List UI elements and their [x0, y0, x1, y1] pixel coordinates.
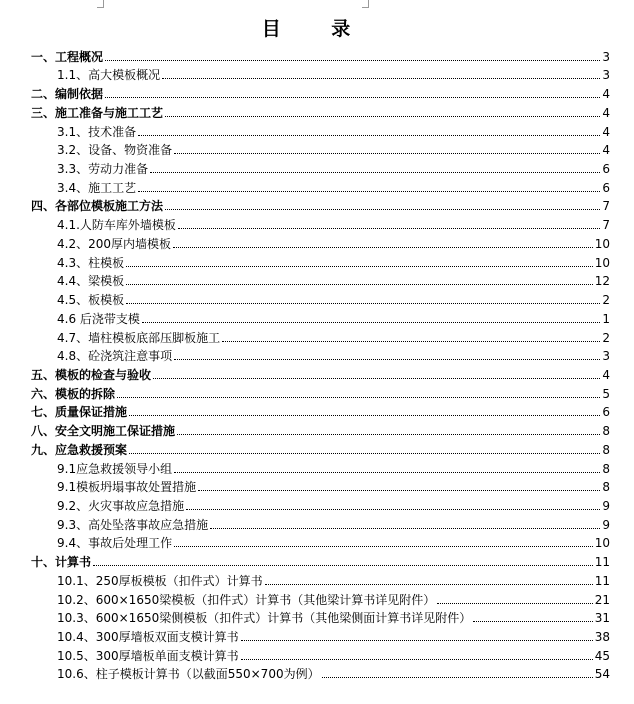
toc-entry-page: 5 — [602, 386, 610, 401]
toc-entry[interactable] — [31, 438, 610, 457]
toc-entry-page: 21 — [594, 592, 610, 607]
toc-entry-title: 10.3、600×1650梁侧模板（扣件式）计算书（其他梁侧面计算书详见附件） — [57, 611, 472, 626]
toc-entry-page: 7 — [602, 199, 610, 214]
toc-entry-title: 一、工程概况 — [31, 49, 104, 64]
dot-leader — [126, 266, 593, 267]
toc-entry-page: 4 — [602, 105, 610, 120]
toc-entry[interactable] — [31, 457, 610, 476]
toc-entry-title: 1.1、高大模板概况 — [57, 68, 161, 83]
dot-leader — [105, 60, 600, 61]
dot-leader — [177, 434, 600, 435]
toc-entry-title: 二、编制依据 — [31, 87, 104, 102]
toc-entry-title: 9.4、事故后处理工作 — [57, 536, 173, 551]
toc-entry-page: 10 — [594, 255, 610, 270]
toc-entry-page: 11 — [594, 555, 610, 570]
toc-entry[interactable] — [31, 588, 610, 607]
toc-entry-title: 六、模板的拆除 — [31, 386, 116, 401]
toc-entry-page: 9 — [602, 517, 610, 532]
dot-leader — [198, 490, 600, 491]
toc-entry-title: 3.4、施工工艺 — [57, 180, 137, 195]
toc-entry-title: 10.1、250厚板模板（扣件式）计算书 — [57, 573, 263, 588]
toc-entry[interactable] — [31, 45, 610, 64]
dot-leader — [153, 378, 600, 379]
toc-entry[interactable] — [31, 382, 610, 401]
toc-entry[interactable] — [31, 569, 610, 588]
toc-entry[interactable] — [31, 550, 610, 569]
toc-entry-page: 8 — [602, 480, 610, 495]
dot-leader — [126, 284, 593, 285]
toc-entry-title: 4.8、砼浇筑注意事项 — [57, 349, 173, 364]
dot-leader — [173, 247, 593, 248]
dot-leader — [241, 640, 593, 641]
toc-entry-title: 9.3、高处坠落事故应急措施 — [57, 517, 209, 532]
dot-leader — [473, 621, 592, 622]
toc-entry-title: 4.2、200厚内墙模板 — [57, 236, 171, 251]
toc-entry-title: 3.2、设备、物资准备 — [57, 143, 173, 158]
dot-leader — [241, 659, 593, 660]
toc-entry-page: 4 — [602, 367, 610, 382]
toc-entry-page: 10 — [594, 236, 610, 251]
toc-entry[interactable] — [31, 494, 610, 513]
toc-entry-title: 4.5、板模板 — [57, 293, 125, 308]
toc-entry-title: 3.3、劳动力准备 — [57, 162, 149, 177]
toc-entry-title: 3.1、技术准备 — [57, 124, 137, 139]
toc-entry-page: 3 — [602, 68, 610, 83]
dot-leader — [105, 97, 600, 98]
toc-entry[interactable] — [31, 363, 610, 382]
table-of-contents — [31, 45, 610, 681]
toc-entry[interactable] — [31, 625, 610, 644]
dot-leader — [162, 78, 600, 79]
toc-entry-page: 54 — [594, 667, 610, 682]
toc-entry-page: 6 — [602, 162, 610, 177]
toc-entry[interactable] — [31, 644, 610, 663]
toc-entry-title: 九、应急救援预案 — [31, 442, 128, 457]
dot-leader — [210, 528, 600, 529]
dot-leader — [437, 603, 592, 604]
toc-entry-page: 45 — [594, 648, 610, 663]
toc-entry-title: 八、安全文明施工保证措施 — [31, 424, 176, 439]
toc-entry[interactable] — [31, 101, 610, 120]
toc-entry-page: 1 — [602, 311, 610, 326]
toc-entry-page: 6 — [602, 180, 610, 195]
dot-leader — [129, 453, 600, 454]
toc-entry-page: 3 — [602, 349, 610, 364]
dot-leader — [150, 172, 600, 173]
toc-entry[interactable] — [31, 232, 610, 251]
dot-leader — [174, 153, 600, 154]
toc-entry[interactable] — [31, 157, 610, 176]
toc-entry-title: 十、计算书 — [31, 555, 92, 570]
toc-entry-page: 4 — [602, 143, 610, 158]
toc-entry-title: 4.1.人防车库外墙模板 — [57, 218, 176, 233]
dot-leader — [186, 509, 600, 510]
toc-entry-page: 2 — [602, 330, 610, 345]
toc-entry-page: 8 — [602, 442, 610, 457]
toc-entry[interactable] — [31, 251, 610, 270]
toc-entry[interactable] — [31, 607, 610, 626]
toc-entry[interactable] — [31, 139, 610, 158]
toc-entry-page: 4 — [602, 87, 610, 102]
toc-entry[interactable] — [31, 532, 610, 551]
dot-leader — [174, 472, 600, 473]
toc-entry[interactable] — [31, 401, 610, 420]
toc-entry[interactable] — [31, 288, 610, 307]
toc-entry-title: 10.5、300厚墙板单面支模计算书 — [57, 648, 239, 663]
toc-entry-page: 12 — [594, 274, 610, 289]
margin-corner-mark — [97, 0, 104, 8]
toc-entry[interactable] — [31, 345, 610, 364]
toc-entry-page: 9 — [602, 498, 610, 513]
dot-leader — [126, 303, 600, 304]
toc-entry-title: 10.6、柱子模板计算书（以截面550×700为例） — [57, 667, 320, 682]
dot-leader — [322, 677, 593, 678]
toc-entry-title: 七、质量保证措施 — [31, 405, 128, 420]
toc-entry[interactable] — [31, 307, 610, 326]
toc-entry[interactable] — [31, 476, 610, 495]
toc-entry[interactable] — [31, 176, 610, 195]
toc-entry-page: 31 — [594, 611, 610, 626]
toc-entry-title: 四、各部位模板施工方法 — [31, 199, 164, 214]
toc-entry-title: 10.2、600×1650梁模板（扣件式）计算书（其他梁计算书详见附件） — [57, 592, 436, 607]
toc-entry-page: 4 — [602, 124, 610, 139]
toc-entry-title: 4.6 后浇带支模 — [57, 311, 140, 326]
toc-entry[interactable] — [31, 120, 610, 139]
toc-entry-page: 2 — [602, 293, 610, 308]
toc-entry-title: 9.2、火灾事故应急措施 — [57, 498, 185, 513]
toc-entry[interactable] — [31, 82, 610, 101]
toc-entry-page: 38 — [594, 630, 610, 644]
toc-entry-title: 三、施工准备与施工工艺 — [31, 105, 164, 120]
dot-leader — [142, 322, 600, 323]
dot-leader — [129, 415, 600, 416]
toc-title: 目 录 — [261, 18, 373, 40]
toc-entry-title: 五、模板的检查与验收 — [31, 367, 152, 382]
toc-entry[interactable] — [31, 326, 610, 345]
dot-leader — [222, 341, 600, 342]
toc-entry[interactable] — [31, 270, 610, 289]
toc-entry[interactable] — [31, 663, 610, 682]
toc-entry-page: 3 — [602, 49, 610, 64]
dot-leader — [138, 191, 600, 192]
toc-entry-title: 4.3、柱模板 — [57, 255, 125, 270]
dot-leader — [138, 135, 600, 136]
toc-entry-page: 8 — [602, 424, 610, 439]
dot-leader — [174, 546, 593, 547]
dot-leader — [117, 397, 600, 398]
dot-leader — [178, 228, 600, 229]
toc-entry[interactable] — [31, 213, 610, 232]
toc-entry-page: 10 — [594, 536, 610, 551]
toc-entry-title: 4.7、墙柱模板底部压脚板施工 — [57, 330, 221, 345]
toc-entry[interactable] — [31, 419, 610, 438]
toc-entry-page: 6 — [602, 405, 610, 420]
toc-entry[interactable] — [31, 513, 610, 532]
dot-leader — [265, 584, 593, 585]
dot-leader — [174, 359, 600, 360]
toc-entry-title: 9.1应急救援领导小组 — [57, 461, 173, 476]
toc-entry-page: 7 — [602, 218, 610, 233]
toc-entry-title: 10.4、300厚墙板双面支模计算书 — [57, 630, 239, 644]
toc-entry-page: 11 — [594, 573, 610, 588]
toc-entry-page: 8 — [602, 461, 610, 476]
toc-entry-title: 9.1模板坍塌事故处置措施 — [57, 480, 197, 495]
dot-leader — [93, 565, 593, 566]
margin-corner-mark — [362, 0, 369, 8]
dot-leader — [165, 116, 600, 117]
toc-entry[interactable] — [31, 195, 610, 214]
toc-entry-title: 4.4、梁模板 — [57, 274, 125, 289]
page-top-margin — [0, 0, 634, 10]
toc-entry[interactable] — [31, 64, 610, 83]
dot-leader — [165, 209, 600, 210]
